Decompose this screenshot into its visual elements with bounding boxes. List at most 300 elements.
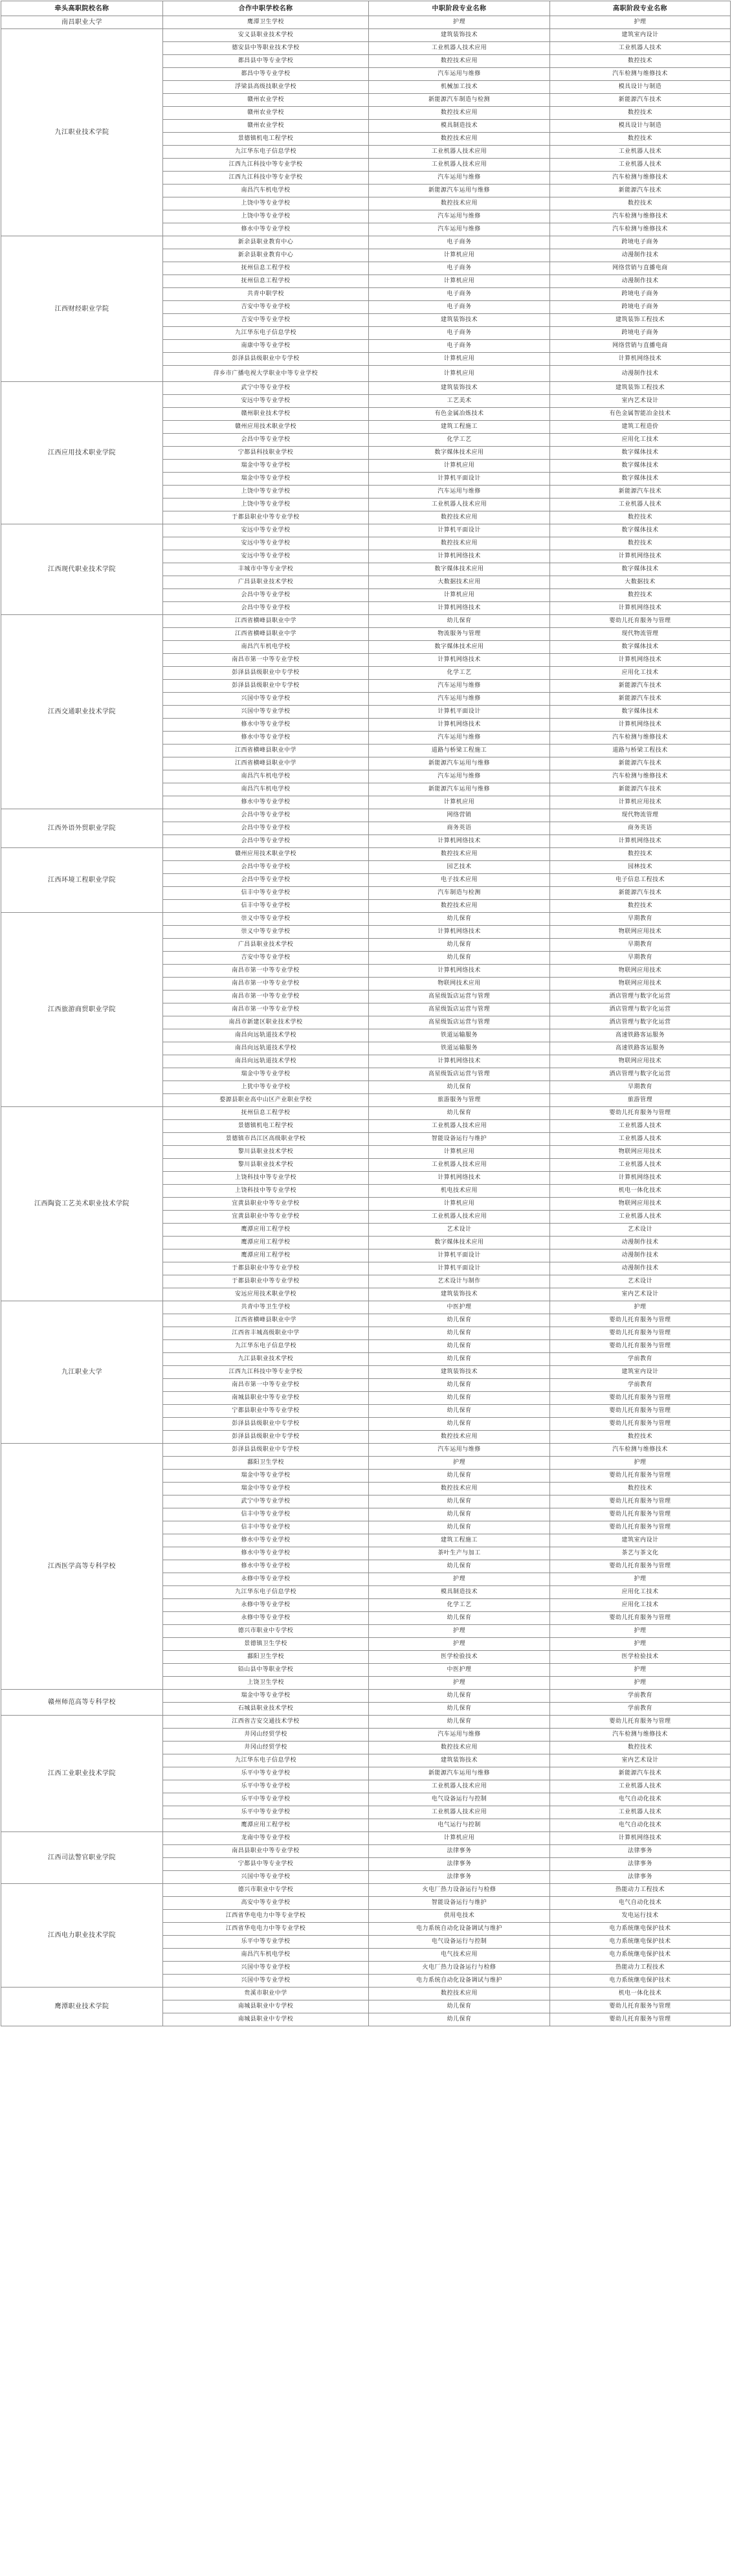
table-row [1,848,731,861]
secondary-major-cell: 化学工艺 [369,667,550,680]
partner-school-cell: 于都县职业中等专业学校 [163,1262,369,1275]
secondary-major-cell: 火电厂热力设备运行与检修 [369,1884,550,1897]
secondary-major-cell: 幼儿保育 [369,1314,550,1327]
secondary-major-cell: 新能源汽车运用与维修 [369,185,550,197]
secondary-major-cell: 计算机平面设计 [369,1249,550,1262]
partner-school-cell: 井冈山经贸学校 [163,1742,369,1754]
partner-school-cell: 修水中等专业学校 [163,223,369,236]
secondary-major-cell: 汽车运用与维修 [369,732,550,745]
partner-school-cell: 德兴市职业中专学校 [163,1884,369,1897]
table-row [1,809,731,822]
secondary-major-cell: 智能设备运行与维护 [369,1133,550,1146]
secondary-major-cell: 幼儿保育 [369,1716,550,1729]
partner-school-cell: 江西省丰城高级职业中学 [163,1327,369,1340]
college-major-cell: 园林技术 [550,861,731,874]
college-major-cell: 高速铁路客运服务 [550,1042,731,1055]
partner-school-cell: 九江县职业技术学校 [163,1353,369,1366]
college-major-cell: 法律事务 [550,1858,731,1871]
secondary-major-cell: 大数据技术应用 [369,576,550,589]
partner-school-cell: 南昌县职业中等专业学校 [163,1845,369,1858]
partner-school-cell: 上饶中等专业学校 [163,197,369,210]
partner-school-cell: 丰城市中等专业学校 [163,563,369,576]
college-major-cell: 汽车检测与维修技术 [550,732,731,745]
table-row [1,29,731,42]
partner-school-cell: 南昌市第一中等专业学校 [163,965,369,978]
partner-school-cell: 乐平中等专业学校 [163,1936,369,1949]
table-row [1,615,731,628]
partner-school-cell: 龙南中等专业学校 [163,1832,369,1845]
secondary-major-cell: 高星级饭店运营与管理 [369,1016,550,1029]
partner-school-cell: 贵溪市职业中学 [163,1988,369,2000]
partner-school-cell: 南昌市第一中等专业学校 [163,1003,369,1016]
header-partner-school: 合作中职学校名称 [163,1,369,16]
partner-school-cell: 德安县中等职业技术学校 [163,42,369,55]
partner-school-cell: 信丰中等专业学校 [163,1508,369,1521]
partner-school-cell: 崇义中等专业学校 [163,926,369,939]
college-major-cell: 应用化工技术 [550,667,731,680]
college-major-cell: 婴幼儿托育服务与管理 [550,1716,731,1729]
partner-school-cell: 永修中等专业学校 [163,1573,369,1586]
partner-school-cell: 新余县职业教育中心 [163,249,369,262]
secondary-major-cell: 数控技术应用 [369,1483,550,1495]
partner-school-cell: 崇义中等专业学校 [163,913,369,926]
college-major-cell: 室内艺术设计 [550,395,731,408]
table-row [1,524,731,537]
secondary-major-cell: 电子商务 [369,340,550,353]
partner-school-cell: 宜黄县职业中等专业学校 [163,1211,369,1224]
secondary-major-cell: 幼儿保育 [369,1340,550,1353]
cooperation-table [1,1,731,2026]
college-major-cell: 法律事务 [550,1845,731,1858]
college-major-cell: 网络营销与直播电商 [550,262,731,275]
college-major-cell: 计算机应用技术 [550,796,731,809]
partner-school-cell: 抚州信息工程学校 [163,262,369,275]
partner-school-cell: 鹰潭应用工程学校 [163,1224,369,1237]
secondary-major-cell: 计算机平面设计 [369,706,550,719]
secondary-major-cell: 铁道运输服务 [369,1042,550,1055]
partner-school-cell: 宁都县职业中等专业学校 [163,1405,369,1418]
partner-school-cell: 赣州农业学校 [163,94,369,107]
partner-school-cell: 会昌中等专业学校 [163,835,369,848]
secondary-major-cell: 医学检验技术 [369,1651,550,1664]
secondary-major-cell: 幼儿保育 [369,1107,550,1120]
college-major-cell: 旅游管理 [550,1094,731,1107]
secondary-major-cell: 幼儿保育 [369,1560,550,1573]
partner-school-cell: 彭泽县县级职业中专学校 [163,680,369,693]
secondary-major-cell: 工业机器人技术应用 [369,146,550,159]
college-major-cell: 汽车检测与维修技术 [550,172,731,185]
partner-school-cell: 九江华东电子信息学校 [163,327,369,340]
partner-school-cell: 上饶科技中等专业学校 [163,1185,369,1198]
college-major-cell: 酒店管理与数字化运营 [550,1016,731,1029]
college-major-cell: 学前教育 [550,1703,731,1716]
secondary-major-cell: 汽车运用与维修 [369,693,550,706]
secondary-major-cell: 计算机网络技术 [369,926,550,939]
college-major-cell: 建筑室内设计 [550,1534,731,1547]
partner-school-cell: 兴国中等专业学校 [163,1871,369,1884]
partner-school-cell: 上饶科技中等专业学校 [163,1172,369,1185]
college-major-cell: 新能源汽车技术 [550,757,731,770]
partner-school-cell: 彭泽县县级职业中专学校 [163,1418,369,1431]
secondary-major-cell: 化学工艺 [369,1599,550,1612]
secondary-major-cell: 汽车运用与维修 [369,223,550,236]
partner-school-cell: 吉安中等专业学校 [163,314,369,327]
secondary-major-cell: 计算机应用 [369,366,550,382]
partner-school-cell: 乐平中等专业学校 [163,1806,369,1819]
partner-school-cell: 会昌中等专业学校 [163,809,369,822]
lead-college-cell: 九江职业大学 [1,1301,163,1444]
table-row [1,236,731,249]
college-major-cell: 动漫制作技术 [550,1262,731,1275]
secondary-major-cell: 汽车运用与维修 [369,68,550,81]
lead-college-cell: 鹰潭职业技术学院 [1,1988,163,2026]
secondary-major-cell: 法律事务 [369,1858,550,1871]
lead-college-cell: 江西工业职业技术学院 [1,1716,163,1832]
partner-school-cell: 南昌汽车机电学校 [163,185,369,197]
partner-school-cell: 武宁中等专业学校 [163,382,369,395]
partner-school-cell: 武宁中等专业学校 [163,1495,369,1508]
secondary-major-cell: 数控技术应用 [369,197,550,210]
partner-school-cell: 鄱阳卫生学校 [163,1457,369,1470]
college-major-cell: 数字媒体技术 [550,447,731,460]
college-major-cell: 热能动力工程技术 [550,1884,731,1897]
college-major-cell: 工业机器人技术 [550,159,731,172]
secondary-major-cell: 计算机应用 [369,1198,550,1211]
college-major-cell: 婴幼儿托育服务与管理 [550,615,731,628]
secondary-major-cell: 网络营销 [369,809,550,822]
partner-school-cell: 南昌市第一中等专业学校 [163,991,369,1003]
secondary-major-cell: 艺术设计 [369,1224,550,1237]
college-major-cell: 建筑室内设计 [550,1366,731,1379]
partner-school-cell: 江西省横峰县职业中学 [163,1314,369,1327]
secondary-major-cell: 幼儿保育 [369,1612,550,1625]
secondary-major-cell: 高星级饭店运营与管理 [369,991,550,1003]
secondary-major-cell: 工业机器人技术应用 [369,1120,550,1133]
secondary-major-cell: 数字媒体技术应用 [369,1237,550,1249]
partner-school-cell: 浮梁县高级技职业学校 [163,81,369,94]
college-major-cell: 新能源汽车技术 [550,486,731,498]
secondary-major-cell: 中医护理 [369,1664,550,1677]
partner-school-cell: 江西省华电电力中等专业学校 [163,1910,369,1923]
college-major-cell: 应用化工技术 [550,434,731,447]
header-college-major: 高职阶段专业名称 [550,1,731,16]
partner-school-cell: 上犹中等专业学校 [163,1081,369,1094]
lead-college-cell: 南昌职业大学 [1,16,163,29]
secondary-major-cell: 计算机平面设计 [369,524,550,537]
college-major-cell: 新能源汽车技术 [550,680,731,693]
partner-school-cell: 兴国中等专业学校 [163,1962,369,1975]
college-major-cell: 数字媒体技术 [550,524,731,537]
secondary-major-cell: 工业机器人技术应用 [369,159,550,172]
secondary-major-cell: 建筑工程施工 [369,421,550,434]
college-major-cell: 数字媒体技术 [550,641,731,654]
secondary-major-cell: 数控技术应用 [369,1431,550,1444]
secondary-major-cell: 幼儿保育 [369,1418,550,1431]
secondary-major-cell: 园艺技术 [369,861,550,874]
secondary-major-cell: 数控技术应用 [369,133,550,146]
partner-school-cell: 修水中等专业学校 [163,1560,369,1573]
college-major-cell: 物联网应用技术 [550,1198,731,1211]
table-row [1,1301,731,1314]
partner-school-cell: 于都县职业中等专业学校 [163,1275,369,1288]
partner-school-cell: 上饶中等专业学校 [163,210,369,223]
college-major-cell: 早期教育 [550,1081,731,1094]
secondary-major-cell: 数控技术应用 [369,900,550,913]
college-major-cell: 新能源汽车技术 [550,185,731,197]
partner-school-cell: 景德镇机电工程学校 [163,1120,369,1133]
secondary-major-cell: 幼儿保育 [369,615,550,628]
secondary-major-cell: 幼儿保育 [369,1495,550,1508]
secondary-major-cell: 幼儿保育 [369,1081,550,1094]
secondary-major-cell: 新能源汽车运用与维修 [369,757,550,770]
partner-school-cell: 兴国中等专业学校 [163,1975,369,1988]
college-major-cell: 高速铁路客运服务 [550,1029,731,1042]
partner-school-cell: 赣州农业学校 [163,107,369,120]
secondary-major-cell: 数控技术应用 [369,107,550,120]
college-major-cell: 电子信息工程技术 [550,874,731,887]
college-major-cell: 护理 [550,1573,731,1586]
partner-school-cell: 安远中等专业学校 [163,395,369,408]
secondary-major-cell: 计算机网络技术 [369,965,550,978]
secondary-major-cell: 电气设备运行与控制 [369,1936,550,1949]
partner-school-cell: 上饶卫生学校 [163,1677,369,1690]
secondary-major-cell: 建筑工程施工 [369,1534,550,1547]
college-major-cell: 物联网应用技术 [550,965,731,978]
partner-school-cell: 赣州职业技术学校 [163,408,369,421]
college-major-cell: 学前教育 [550,1353,731,1366]
secondary-major-cell: 机械加工技术 [369,81,550,94]
college-major-cell: 婴幼儿托育服务与管理 [550,1418,731,1431]
secondary-major-cell: 幼儿保育 [369,939,550,952]
partner-school-cell: 永修中等专业学校 [163,1612,369,1625]
college-major-cell: 建筑室内设计 [550,29,731,42]
college-major-cell: 动漫制作技术 [550,1249,731,1262]
secondary-major-cell: 幼儿保育 [369,1405,550,1418]
partner-school-cell: 修水中等专业学校 [163,796,369,809]
secondary-major-cell: 护理 [369,1677,550,1690]
secondary-major-cell: 智能设备运行与维护 [369,1897,550,1910]
lead-college-cell: 江西环境工程职业学院 [1,848,163,913]
college-major-cell: 新能源汽车技术 [550,783,731,796]
college-major-cell: 酒店管理与数字化运营 [550,1003,731,1016]
college-major-cell: 物联网应用技术 [550,1146,731,1159]
secondary-major-cell: 幼儿保育 [369,952,550,965]
secondary-major-cell: 高星级饭店运营与管理 [369,1068,550,1081]
college-major-cell: 护理 [550,1664,731,1677]
partner-school-cell: 都昌县中等专业学校 [163,55,369,68]
college-major-cell: 数控技术 [550,848,731,861]
secondary-major-cell: 电子商务 [369,327,550,340]
secondary-major-cell: 计算机应用 [369,275,550,288]
college-major-cell: 新能源汽车技术 [550,94,731,107]
college-major-cell: 汽车检测与维修技术 [550,770,731,783]
table-row [1,1107,731,1120]
college-major-cell: 工业机器人技术 [550,498,731,511]
college-major-cell: 早期教育 [550,952,731,965]
college-major-cell: 工业机器人技术 [550,1120,731,1133]
partner-school-cell: 鹰潭卫生学校 [163,16,369,29]
college-major-cell: 婴幼儿托育服务与管理 [550,1392,731,1405]
college-major-cell: 跨境电子商务 [550,301,731,314]
partner-school-cell: 南城县职业中等专业学校 [163,1392,369,1405]
secondary-major-cell: 汽车运用与维修 [369,486,550,498]
partner-school-cell: 江西省华电电力中等专业学校 [163,1923,369,1936]
secondary-major-cell: 化学工艺 [369,434,550,447]
college-major-cell: 护理 [550,1625,731,1638]
college-major-cell: 计算机网络技术 [550,835,731,848]
secondary-major-cell: 计算机网络技术 [369,1055,550,1068]
secondary-major-cell: 旅游服务与管理 [369,1094,550,1107]
partner-school-cell: 安义县职业技术学校 [163,29,369,42]
partner-school-cell: 南昌向远轨道技术学校 [163,1055,369,1068]
secondary-major-cell: 幼儿保育 [369,1703,550,1716]
secondary-major-cell: 数控技术应用 [369,1742,550,1754]
college-major-cell: 动漫制作技术 [550,366,731,382]
college-major-cell: 婴幼儿托育服务与管理 [550,1107,731,1120]
secondary-major-cell: 护理 [369,1573,550,1586]
secondary-major-cell: 数控技术应用 [369,511,550,524]
partner-school-cell: 兴国中等专业学校 [163,706,369,719]
partner-school-cell: 修水中等专业学校 [163,719,369,732]
partner-school-cell: 修水中等专业学校 [163,732,369,745]
college-major-cell: 室内艺术设计 [550,1754,731,1767]
college-major-cell: 跨境电子商务 [550,288,731,301]
lead-college-cell: 江西陶瓷工艺美术职业技术学院 [1,1107,163,1301]
table-row [1,1690,731,1703]
college-major-cell: 数控技术 [550,107,731,120]
partner-school-cell: 彭泽县县级职业中专学校 [163,667,369,680]
secondary-major-cell: 数字媒体技术应用 [369,563,550,576]
college-major-cell: 机电一体化技术 [550,1185,731,1198]
college-major-cell: 计算机网络技术 [550,353,731,366]
college-major-cell: 数控技术 [550,537,731,550]
college-major-cell: 动漫制作技术 [550,1237,731,1249]
secondary-major-cell: 护理 [369,1638,550,1651]
secondary-major-cell: 护理 [369,1625,550,1638]
partner-school-cell: 抚州信息工程学校 [163,275,369,288]
college-major-cell: 计算机网络技术 [550,602,731,615]
college-major-cell: 茶艺与茶文化 [550,1547,731,1560]
secondary-major-cell: 幼儿保育 [369,1353,550,1366]
partner-school-cell: 共青中等卫生学校 [163,1301,369,1314]
partner-school-cell: 南康中等专业学校 [163,340,369,353]
college-major-cell: 学前教育 [550,1379,731,1392]
partner-school-cell: 萍乡市广播电视大学职业中等专业学校 [163,366,369,382]
partner-school-cell: 会昌中等专业学校 [163,434,369,447]
college-major-cell: 艺术设计 [550,1275,731,1288]
lead-college-cell: 赣州师范高等专科学校 [1,1690,163,1716]
college-major-cell: 跨境电子商务 [550,236,731,249]
partner-school-cell: 于都县职业中等专业学校 [163,511,369,524]
partner-school-cell: 江西九江科技中等专业学校 [163,1366,369,1379]
secondary-major-cell: 茶叶生产与加工 [369,1547,550,1560]
college-major-cell: 计算机网络技术 [550,550,731,563]
college-major-cell: 护理 [550,1638,731,1651]
partner-school-cell: 井冈山经贸学校 [163,1729,369,1742]
college-major-cell: 新能源汽车技术 [550,887,731,900]
partner-school-cell: 南昌向远轨道技术学校 [163,1042,369,1055]
college-major-cell: 数字媒体技术 [550,706,731,719]
partner-school-cell: 会昌中等专业学校 [163,589,369,602]
secondary-major-cell: 计算机平面设计 [369,473,550,486]
partner-school-cell: 信丰中等专业学校 [163,1521,369,1534]
college-major-cell: 数字媒体技术 [550,473,731,486]
college-major-cell: 工业机器人技术 [550,146,731,159]
college-major-cell: 护理 [550,1457,731,1470]
college-major-cell: 数字媒体技术 [550,563,731,576]
secondary-major-cell: 建筑装饰技术 [369,29,550,42]
college-major-cell: 商务英语 [550,822,731,835]
partner-school-cell: 鹰潭应用工程学校 [163,1819,369,1832]
secondary-major-cell: 电子技术应用 [369,874,550,887]
secondary-major-cell: 计算机网络技术 [369,1172,550,1185]
lead-college-cell: 江西交通职业技术学院 [1,615,163,809]
college-major-cell: 汽车检测与维修技术 [550,210,731,223]
partner-school-cell: 安远应用技术职业学校 [163,1288,369,1301]
secondary-major-cell: 工业机器人技术应用 [369,1159,550,1172]
college-major-cell: 物联网应用技术 [550,926,731,939]
college-major-cell: 数控技术 [550,1483,731,1495]
college-major-cell: 电气自动化技术 [550,1897,731,1910]
partner-school-cell: 安远中等专业学校 [163,537,369,550]
lead-college-cell: 江西现代职业技术学院 [1,524,163,615]
partner-school-cell: 南城县职业中专学校 [163,2000,369,2013]
secondary-major-cell: 护理 [369,1457,550,1470]
secondary-major-cell: 幼儿保育 [369,1521,550,1534]
college-major-cell: 道路与桥梁工程技术 [550,745,731,757]
partner-school-cell: 鹰潭应用工程学校 [163,1249,369,1262]
partner-school-cell: 安远中等专业学校 [163,524,369,537]
secondary-major-cell: 法律事务 [369,1845,550,1858]
partner-school-cell: 瑞金中等专业学校 [163,1470,369,1483]
partner-school-cell: 修水中等专业学校 [163,1547,369,1560]
secondary-major-cell: 商务英语 [369,822,550,835]
college-major-cell: 工业机器人技术 [550,1159,731,1172]
partner-school-cell: 鄱阳卫生学校 [163,1651,369,1664]
college-major-cell: 应用化工技术 [550,1599,731,1612]
secondary-major-cell: 幼儿保育 [369,1327,550,1340]
college-major-cell: 物联网应用技术 [550,978,731,991]
secondary-major-cell: 工业机器人技术应用 [369,498,550,511]
college-major-cell: 建筑工程造价 [550,421,731,434]
secondary-major-cell: 计算机应用 [369,1146,550,1159]
partner-school-cell: 兴国中等专业学校 [163,693,369,706]
secondary-major-cell: 建筑装饰技术 [369,382,550,395]
secondary-major-cell: 计算机网络技术 [369,719,550,732]
college-major-cell: 婴幼儿托育服务与管理 [550,1560,731,1573]
partner-school-cell: 彭泽县县级职业中专学校 [163,1444,369,1457]
college-major-cell: 室内艺术设计 [550,1288,731,1301]
secondary-major-cell: 铁道运输服务 [369,1029,550,1042]
partner-school-cell: 都昌中等专业学校 [163,68,369,81]
secondary-major-cell: 幼儿保育 [369,2000,550,2013]
secondary-major-cell: 计算机应用 [369,460,550,473]
partner-school-cell: 黎川县职业技术学校 [163,1159,369,1172]
partner-school-cell: 乐平中等专业学校 [163,1767,369,1780]
partner-school-cell: 会昌中等专业学校 [163,602,369,615]
partner-school-cell: 南城县职业中专学校 [163,2013,369,2026]
college-major-cell: 模具设计与制造 [550,81,731,94]
partner-school-cell: 瑞金中等专业学校 [163,1068,369,1081]
partner-school-cell: 宁都县科技职业学校 [163,447,369,460]
college-major-cell: 数字媒体技术 [550,460,731,473]
partner-school-cell: 景德镇市昌江区高级职业学校 [163,1133,369,1146]
college-major-cell: 热能动力工程技术 [550,1962,731,1975]
college-major-cell: 数控技术 [550,133,731,146]
secondary-major-cell: 法律事务 [369,1871,550,1884]
partner-school-cell: 九江华东电子信息学校 [163,1586,369,1599]
secondary-major-cell: 新能源汽车运用与维修 [369,1767,550,1780]
